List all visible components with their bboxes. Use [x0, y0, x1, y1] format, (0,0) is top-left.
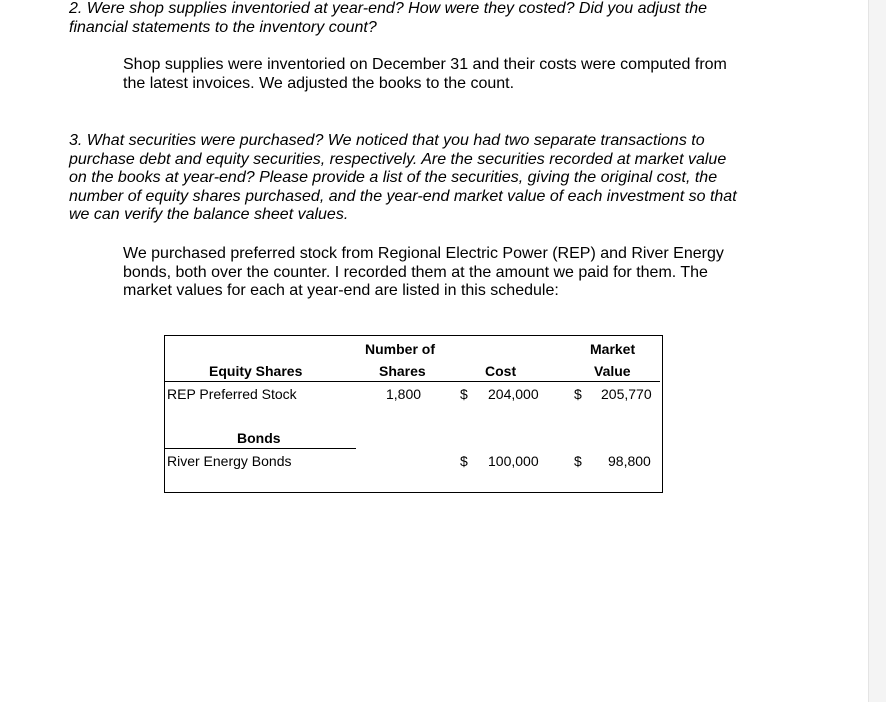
- cost-value: 204,000: [488, 386, 539, 402]
- bonds-heading: Bonds: [237, 430, 281, 446]
- answer-2-line-1: Shop supplies were inventoried on December 31 and their costs were computed from: [123, 56, 727, 73]
- header-shares-bottom: Shares: [379, 363, 426, 379]
- question-3-line-4: number of equity shares purchased, and the year-end market value of each investment so that: [69, 187, 737, 205]
- header-cost: Cost: [485, 363, 517, 379]
- question-3: [69, 132, 779, 225]
- answer-3-line-1: We purchased preferred stock from Regional Electric Power (REP) and River Energy: [123, 245, 724, 262]
- answer-2-line-2: the latest invoices. We adjusted the books to the count.: [123, 74, 515, 92]
- question-3-line-3: on the books at year-end? Please provide a list of the securities, giving the original cost, the: [69, 169, 718, 187]
- market-value: 98,800: [608, 453, 651, 469]
- securities-schedule: [164, 335, 663, 493]
- bonds-underline: [165, 448, 356, 449]
- security-name: REP Preferred Stock: [167, 386, 297, 402]
- header-market-top: Market: [590, 341, 636, 357]
- answer-2: [123, 56, 773, 93]
- header-underline: [165, 381, 660, 382]
- answer-3: [123, 245, 763, 301]
- question-2-line-1: 2. Were shop supplies inventoried at year-end? How were they costed? Did you adjust the: [69, 0, 707, 17]
- question-3-line-5: we can verify the balance sheet values.: [69, 206, 349, 224]
- market-currency-symbol: $: [574, 386, 582, 402]
- header-shares-top: Number of: [365, 341, 435, 357]
- answer-3-line-2: bonds, both over the counter. I recorded them at the amount we paid for them. The: [123, 263, 708, 281]
- shares-value: 1,800: [386, 386, 422, 402]
- equity-shares-heading: Equity Shares: [209, 363, 303, 379]
- cost-currency-symbol: $: [460, 453, 468, 469]
- market-value: 205,770: [601, 386, 652, 402]
- header-market-bottom: Value: [594, 363, 631, 379]
- cost-currency-symbol: $: [460, 386, 468, 402]
- security-name: River Energy Bonds: [167, 453, 292, 469]
- question-3-line-1: 3. What securities were purchased? We noticed that you had two separate transactions to: [69, 132, 705, 149]
- question-2-line-2: financial statements to the inventory count?: [69, 18, 377, 36]
- market-currency-symbol: $: [574, 453, 582, 469]
- answer-3-line-3: market values for each at year-end are listed in this schedule:: [123, 282, 559, 300]
- cost-value: 100,000: [488, 453, 539, 469]
- question-3-line-2: purchase debt and equity securities, respectively. Are the securities recorded at market value: [69, 150, 727, 168]
- question-2: [69, 0, 769, 37]
- scrollbar[interactable]: [868, 0, 886, 702]
